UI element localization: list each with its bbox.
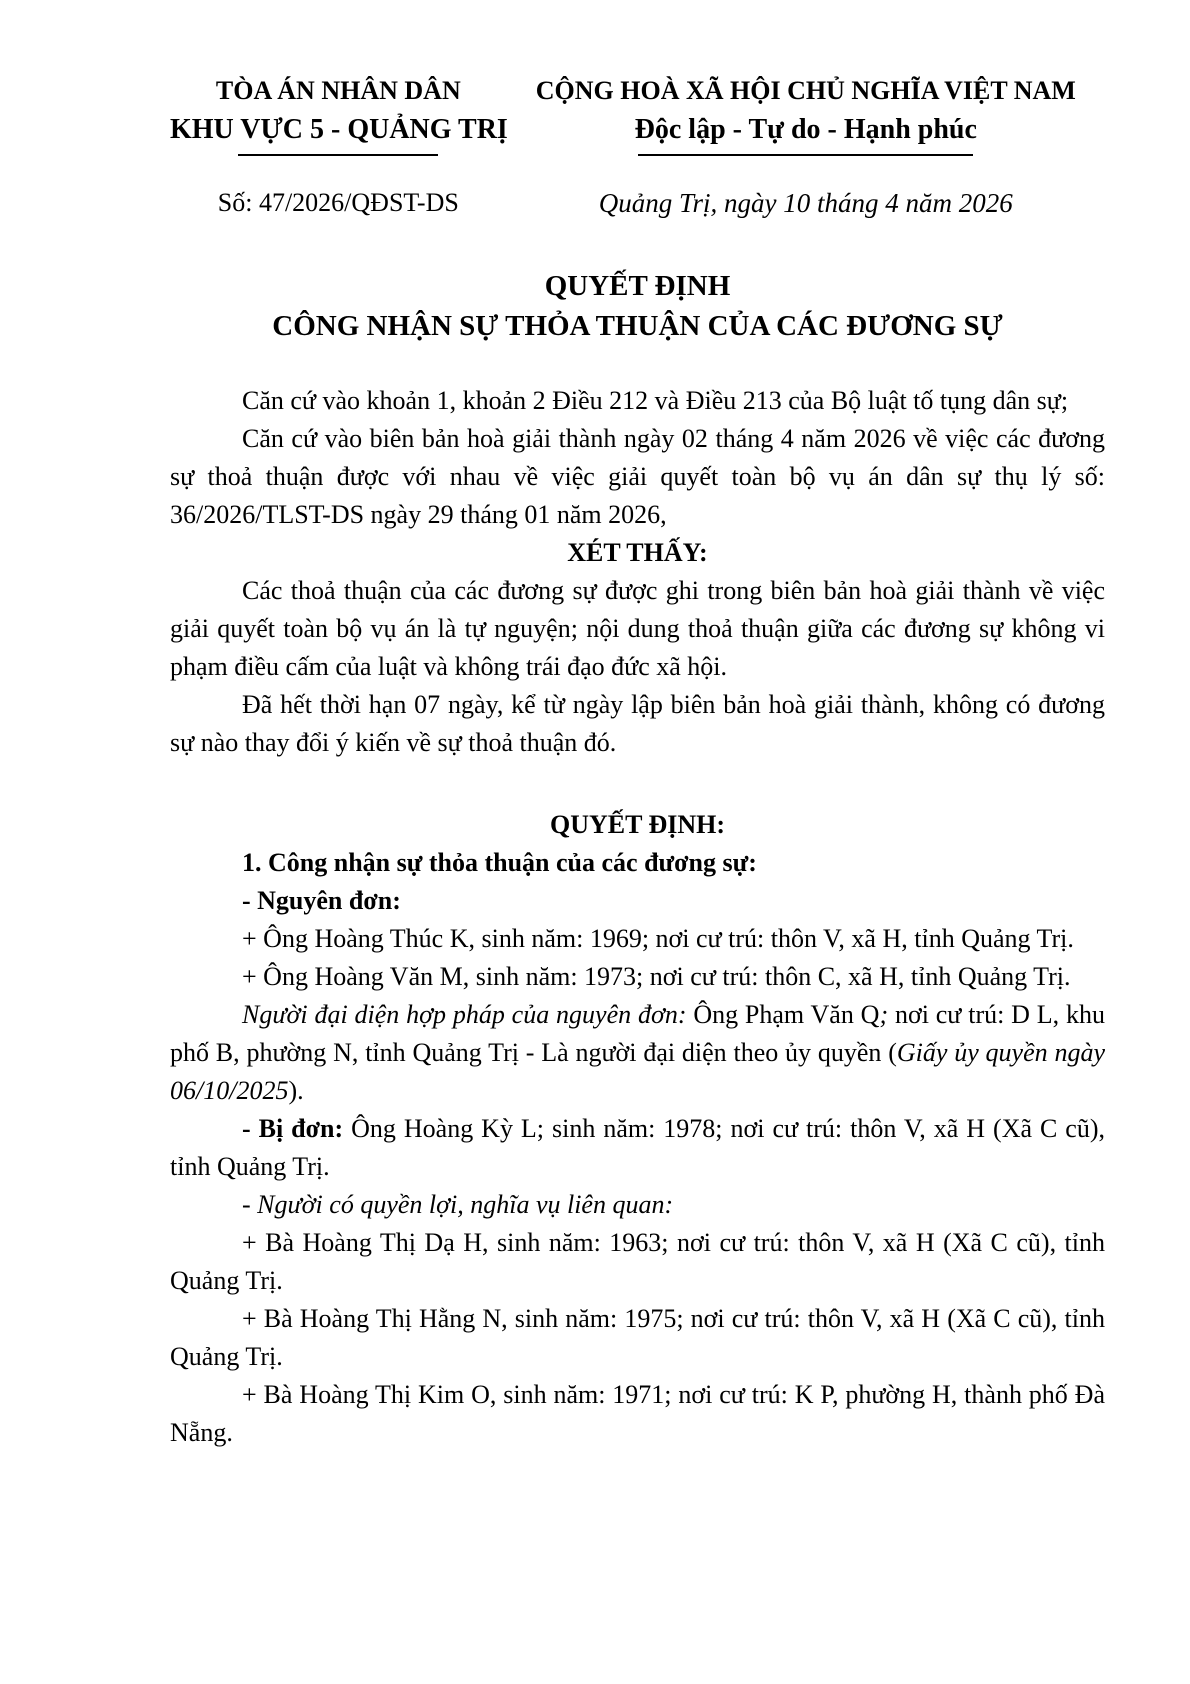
section-heading: [170, 806, 1105, 844]
paragraph-segment: - Người có quyền lợi, nghĩa vụ liên quan:: [242, 1190, 674, 1219]
paragraph-segment: Người đại diện hợp pháp của nguyên đơn:: [242, 1000, 687, 1029]
paragraph: [170, 382, 1105, 420]
paragraph-segment: ;: [879, 1000, 889, 1029]
document-title-line1: QUYẾT ĐỊNH: [544, 270, 731, 302]
paragraph-segment: XÉT THẤY:: [567, 538, 708, 567]
paragraph-segment: Đã hết thời hạn 07 ngày, kể từ ngày lập biên bản hoà giải thành, không có đương sự nào thay đổi ý kiến về sự thoả thuận đó.: [170, 690, 1105, 757]
paragraph-segment: Ông Phạm Văn Q: [686, 1000, 880, 1029]
paragraph-segment: + Ông Hoàng Văn M, sinh năm: 1973; nơi cư trú: thôn C, xã H, tỉnh Quảng Trị.: [242, 962, 1071, 991]
paragraph-segment: ).: [288, 1076, 304, 1105]
document-title: [170, 266, 1105, 346]
national-motto: Độc lập - Tự do - Hạnh phúc: [634, 114, 977, 145]
document-body: [170, 382, 1105, 1452]
paragraph: [170, 882, 1105, 920]
paragraph: [170, 1224, 1105, 1300]
paragraph: [170, 1376, 1105, 1452]
paragraph: [170, 1186, 1105, 1224]
paragraph: [170, 572, 1105, 686]
paragraph: [170, 1300, 1105, 1376]
paragraph-segment: QUYẾT ĐỊNH:: [549, 810, 726, 839]
paragraph-segment: Ông Hoàng Kỳ L; sinh năm: 1978; nơi cư trú: thôn V, xã H (Xã C cũ), tỉnh Quảng Trị.: [170, 1114, 1105, 1181]
paragraph-segment: Căn cứ vào biên bản hoà giải thành ngày 02 tháng 4 năm 2026 về việc các đương sự thoả thuận được với nhau về việc giải quyết toàn bộ vụ án dân sự thụ lý số: 36/2026/TLST-DS ngày 29 tháng 01 năm 2026,: [170, 424, 1105, 529]
paragraph-segment: - Bị đơn:: [242, 1114, 344, 1143]
document-number: Số: 47/2026/QĐST-DS: [217, 188, 459, 217]
paragraph: [170, 420, 1105, 534]
paragraph-segment: + Bà Hoàng Thị Hằng N, sinh năm: 1975; nơi cư trú: thôn V, xã H (Xã C cũ), tỉnh Quảng Trị.: [170, 1304, 1105, 1371]
paragraph: [170, 958, 1105, 996]
document-title-line2: CÔNG NHẬN SỰ THỎA THUẬN CỦA CÁC ĐƯƠNG SỰ: [272, 310, 1003, 342]
paragraph: [170, 996, 1105, 1110]
paragraph-segment: + Ông Hoàng Thúc K, sinh năm: 1969; nơi cư trú: thôn V, xã H, tỉnh Quảng Trị.: [242, 924, 1074, 953]
place-date-line: Quảng Trị, ngày 10 tháng 4 năm 2026: [598, 188, 1013, 218]
paragraph-segment: - Nguyên đơn:: [242, 886, 401, 915]
court-header-block: [170, 72, 507, 220]
paragraph-segment: + Bà Hoàng Thị Dạ H, sinh năm: 1963; nơi cư trú: thôn V, xã H (Xã C cũ), tỉnh Quảng Trị.: [170, 1228, 1105, 1295]
paragraph-segment: Giấy ủy quyền ngày 06/10/2025: [170, 1038, 1105, 1105]
paragraph: [170, 686, 1105, 762]
document-header: [170, 72, 1105, 220]
paragraph-segment: 1. Công nhận sự thỏa thuận của các đương sự:: [242, 848, 757, 877]
paragraph-segment: nơi cư trú: D L, khu phố B, phường N, tỉnh Quảng Trị - Là người đại diện theo ủy quyền (: [170, 1000, 1106, 1067]
section-heading: [170, 534, 1105, 572]
national-title: CỘNG HOÀ XÃ HỘI CHỦ NGHĨA VIỆT NAM: [535, 76, 1076, 105]
paragraph-segment: Căn cứ vào khoản 1, khoản 2 Điều 212 và Điều 213 của Bộ luật tố tụng dân sự;: [242, 386, 1069, 415]
court-name-line2: KHU VỰC 5 - QUẢNG TRỊ: [170, 114, 508, 145]
paragraph: [170, 1110, 1105, 1186]
paragraph-segment: Các thoả thuận của các đương sự được ghi trong biên bản hoà giải thành về việc giải quyết toàn bộ vụ án là tự nguyện; nội dung thoả thuận giữa các đương sự không vi phạm điều cấm của luật và không trái đạo đức xã hội.: [170, 576, 1105, 681]
paragraph-segment: + Bà Hoàng Thị Kim O, sinh năm: 1971; nơi cư trú: K P, phường H, thành phố Đà Nẵng.: [170, 1380, 1105, 1447]
motto-rule: [638, 154, 973, 156]
court-name-line1: TÒA ÁN NHÂN DÂN: [215, 76, 461, 105]
court-header-rule: [238, 154, 438, 156]
paragraph: [170, 844, 1105, 882]
national-motto-block: [507, 72, 1105, 220]
paragraph: [170, 920, 1105, 958]
